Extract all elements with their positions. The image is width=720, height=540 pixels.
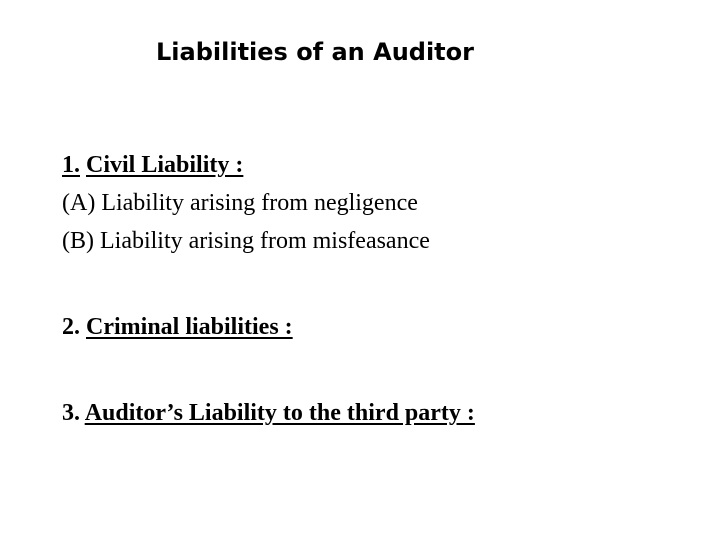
list-item-misfeasance: (B) Liability arising from misfeasance — [62, 228, 430, 254]
spacer — [62, 346, 702, 394]
spacer — [62, 260, 702, 308]
slide-content — [62, 146, 702, 432]
section-civil-heading: Civil Liability : — [86, 152, 244, 178]
list-item-negligence: (A) Liability arising from negligence — [62, 190, 418, 216]
slide-title: Liabilities of an Auditor — [156, 38, 474, 66]
section-civil-liability — [62, 146, 702, 184]
section-criminal-heading: Criminal liabilities : — [86, 314, 293, 340]
section-civil-number: 1. — [62, 152, 80, 178]
section-third-party-heading: Auditor’s Liability to the third party : — [84, 400, 475, 426]
section-third-party-liability — [62, 394, 702, 432]
section-third-party-number: 3. — [62, 400, 80, 426]
section-criminal-number: 2. — [62, 314, 80, 340]
section-criminal-liabilities — [62, 308, 702, 346]
